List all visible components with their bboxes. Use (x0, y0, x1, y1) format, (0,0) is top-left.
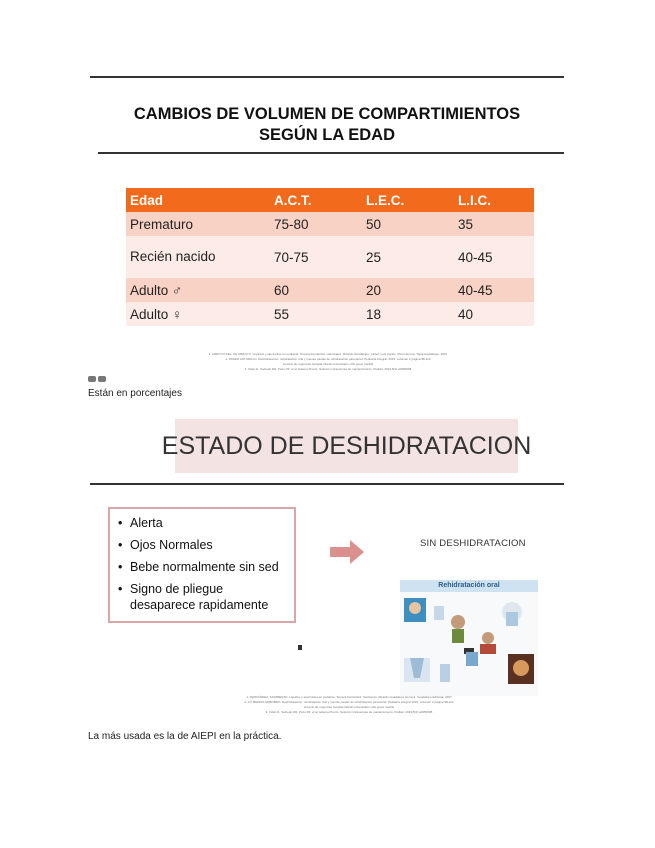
reference-line: servicio de urgencias hospital infantil universitario niño jesus madrid (303, 705, 395, 709)
table-cell: 70-75 (270, 236, 362, 278)
references (178, 352, 478, 372)
table-cell: 25 (362, 236, 454, 278)
table-cell: 35 (454, 212, 534, 236)
reference-line: 3. Vidal JL, Salcedo DR, Pazo RF, et al. Edema Pronto: Solución intravenosa de mantenimiento. Pediatr. 2019;5(2):e0050098 (244, 367, 412, 371)
table-row (126, 212, 534, 236)
table-row (126, 236, 534, 278)
header-cell: A.C.T. (270, 188, 362, 212)
volume-table (126, 188, 534, 326)
mouse-cursor-icon (298, 645, 302, 650)
header-cell: L.I.C. (454, 188, 534, 212)
reference-line: 2. LO MEDINA ORBOBRO. Deshidratación: rehidratación oral y nuevas pautas de rehidratación parenteral. Pediatría integral 2015; volumen 2 página 98-110 (244, 700, 454, 704)
title-line-1: CAMBIOS DE VOLUMEN DE COMPARTIMIENTOS (133, 105, 521, 123)
title-divider (90, 483, 564, 485)
table-row (126, 278, 534, 302)
table-cell: Adulto ♀ (126, 302, 270, 326)
signs-list (118, 515, 286, 613)
camera-icon[interactable] (98, 376, 106, 382)
header-cell: L.E.C. (362, 188, 454, 212)
slide-title: ESTADO DE DESHIDRATACION (175, 419, 518, 473)
title-line-2: SEGÚN LA EDAD (259, 126, 395, 144)
reference-line: servicio de urgencias hospital infantil universitario niño jesus madrid (282, 362, 374, 366)
reference-line: 1. FERNÁNDEZ, SARMIENTO. Líquidos y electrolitos en pediatría. Tercera Fernández. Sarmiento. Ricardo Guadalupe Herrera. Guadalupe Editorial. 2007 (246, 695, 452, 699)
table-cell: Recién nacido (126, 236, 270, 278)
slide-title (88, 104, 566, 146)
table-cell: 55 (270, 302, 362, 326)
table-cell: 20 (362, 278, 454, 302)
table-header-row (126, 188, 534, 212)
list-item: • Bebe normalmente sin sed (118, 559, 286, 575)
table-cell: 40 (454, 302, 534, 326)
slide-volume-compartments (88, 74, 566, 374)
references (184, 695, 514, 715)
table-cell: Prematuro (126, 212, 270, 236)
oral-rehydration-illustration (400, 580, 538, 696)
slide-dehydration-state (88, 412, 566, 717)
reference-line: 1. ARROYO DEL, DE ARROYO. Líquidos y electrolitos en pediatría. Tercera Fernández. Hernández. Ricardo Guadalupe. Yáñez; Luis Carlos. Mexi Herrera. Tapia Guadalupe. 2007 (208, 352, 448, 356)
reference-line: 3. Vidal JL, Salcedo DR, Pazo RF, et al. Edema Pronto: Solución intravenosa de mantenimiento. Pediatr. 2019;5(2):e0050098 (265, 710, 433, 714)
table-row (126, 302, 534, 326)
list-item: • Ojos Normales (118, 537, 286, 553)
table-cell: 50 (362, 212, 454, 236)
illustration-title: Rehidratación oral (400, 580, 538, 592)
signs-box (108, 507, 296, 623)
divider-top (90, 76, 564, 78)
cc-icon[interactable] (88, 376, 96, 382)
table-cell: 40-45 (454, 278, 534, 302)
header-cell: Edad (126, 188, 270, 212)
rehydration-pictures (400, 592, 538, 696)
note-aiepi: La más usada es la de AIEPI en la práctica. (88, 731, 282, 742)
table-cell: 75-80 (270, 212, 362, 236)
result-label: SIN DESHIDRATACION (420, 538, 526, 549)
arrow-right-icon (330, 540, 364, 564)
note-percentages: Están en porcentajes (88, 388, 182, 399)
table-cell: 18 (362, 302, 454, 326)
table-cell: 40-45 (454, 236, 534, 278)
list-item: • Alerta (118, 515, 286, 531)
table-cell: Adulto ♂ (126, 278, 270, 302)
reference-line: 2. PARDO ASTUDILLO. Deshidratación: rehidratación oral y nuevas pautas de rehidratación parenteral. Pediatría integral. 2015. volumen 2 página 98-110 (225, 357, 431, 361)
title-underline (98, 152, 564, 154)
list-item: • Signo de pliegue desaparece rapidamente (118, 581, 286, 613)
slide-controls[interactable] (88, 367, 108, 375)
table-cell: 60 (270, 278, 362, 302)
